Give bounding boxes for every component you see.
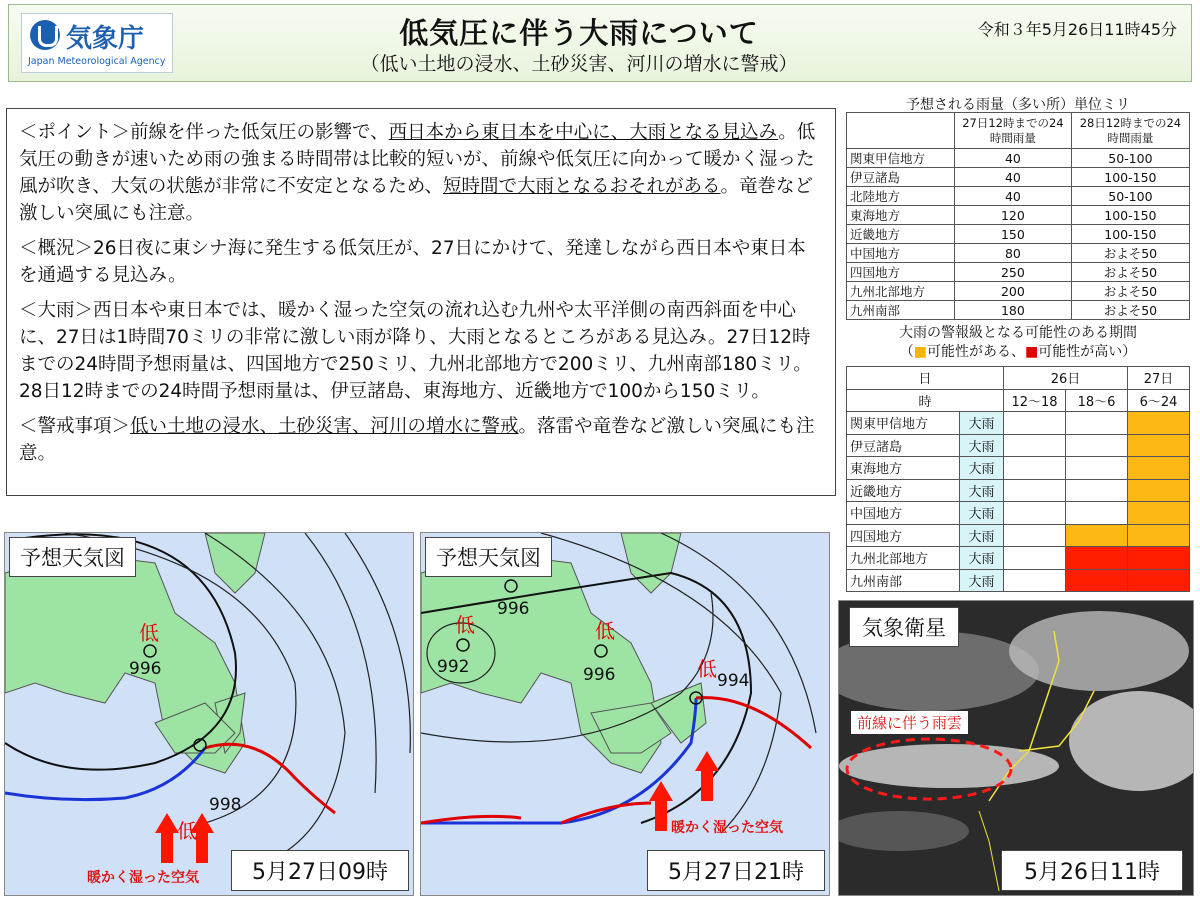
rain-heading: ＜大雨＞ xyxy=(19,300,94,321)
rain-value: 250 xyxy=(955,263,1072,282)
warn-t3: 6～24 xyxy=(1128,389,1190,412)
warm-air-arrow-icon xyxy=(649,781,673,831)
rain-table-row xyxy=(847,282,1190,301)
warm-air-arrow-icon xyxy=(155,813,179,863)
rain-region: 近畿地方 xyxy=(847,225,955,244)
warning-region: 九州南部 xyxy=(847,569,960,592)
warning-type: 大雨 xyxy=(960,412,1004,435)
warning-level-cell xyxy=(1004,524,1066,547)
warm-air-label: 暖かく湿った空気 xyxy=(671,820,783,836)
rain-col-28: 28日12時までの24時間雨量 xyxy=(1071,113,1189,149)
warning-level-cell xyxy=(1004,502,1066,525)
rain-value: 120 xyxy=(955,206,1072,225)
warning-table-row xyxy=(847,547,1190,570)
rain-region: 東海地方 xyxy=(847,206,955,225)
rain-paragraph xyxy=(19,297,823,405)
warning-level-cell xyxy=(1004,457,1066,480)
warning-level-cell xyxy=(1128,547,1190,570)
rain-table xyxy=(846,112,1190,320)
rain-value: 50-100 xyxy=(1071,187,1189,206)
summary-box xyxy=(6,108,836,496)
jma-logo[interactable] xyxy=(21,13,173,73)
map2-svg xyxy=(421,533,830,896)
page-subtitle: （低い土地の浸水、土砂災害、河川の増水に警戒） xyxy=(360,53,798,75)
forecast-map-1[interactable] xyxy=(4,532,414,896)
rain-region: 九州南部 xyxy=(847,301,955,320)
warning-level-cell xyxy=(1004,479,1066,502)
warning-level-cell xyxy=(1066,457,1128,480)
warning-caption-line2 xyxy=(846,343,1190,362)
warning-level-cell xyxy=(1066,434,1128,457)
point-text-1: 前線を伴った低気圧の影響で、 xyxy=(130,122,389,143)
rain-table-row xyxy=(847,206,1190,225)
rain-value: 40 xyxy=(955,149,1072,168)
rain-table-row xyxy=(847,168,1190,187)
warning-level-cell xyxy=(1128,457,1190,480)
warning-region: 四国地方 xyxy=(847,524,960,547)
warning-level-cell xyxy=(1004,547,1066,570)
point-heading: ＜ポイント＞ xyxy=(19,122,131,143)
legend-red-square-icon: ■ xyxy=(1025,344,1039,360)
warning-table-row xyxy=(847,569,1190,592)
warning-level-cell xyxy=(1128,502,1190,525)
warning-type: 大雨 xyxy=(960,524,1004,547)
point-text-2: 。低気圧の動きが速いため雨の強まる時間帯は比較的短いが、前線や低気圧に向かって暖かく湿った風が吹き、大気の状態が非常に不安定となるため、 xyxy=(19,122,816,197)
warning-type: 大雨 xyxy=(960,569,1004,592)
rain-region: 九州北部地方 xyxy=(847,282,955,301)
pressure-label: 996 xyxy=(497,599,530,619)
pressure-label: 996 xyxy=(583,665,616,685)
point-underline-1: 西日本から東日本を中心に、大雨となる見込み xyxy=(388,122,779,143)
warning-table-row xyxy=(847,479,1190,502)
rain-value: 100-150 xyxy=(1071,225,1189,244)
point-text-3: 。竜巻など激しい突風にも注意。 xyxy=(19,176,814,224)
low-label: 低 xyxy=(139,621,159,645)
warning-table-caption xyxy=(846,324,1190,362)
warn-day2: 27日 xyxy=(1128,367,1190,390)
warning-region: 東海地方 xyxy=(847,457,960,480)
warning-type: 大雨 xyxy=(960,547,1004,570)
warning-level-cell xyxy=(1066,502,1128,525)
rain-region: 北陸地方 xyxy=(847,187,955,206)
satellite-title: 気象衛星 xyxy=(849,607,959,647)
rain-table-caption: 予想される雨量（多い所）単位ミリ xyxy=(906,97,1130,113)
overview-text: 26日夜に東シナ海に発生する低気圧が、27日にかけて、発達しながら西日本や東日本を通過する見込み。 xyxy=(19,238,806,286)
rain-value: およそ50 xyxy=(1071,244,1189,263)
rain-table-row xyxy=(847,301,1190,320)
warning-type: 大雨 xyxy=(960,434,1004,457)
warning-level-cell xyxy=(1004,569,1066,592)
rain-value: およそ50 xyxy=(1071,263,1189,282)
rain-region: 四国地方 xyxy=(847,263,955,282)
map1-svg xyxy=(5,533,414,896)
logo-en: Japan Meteorological Agency xyxy=(28,56,166,67)
warning-table-row xyxy=(847,457,1190,480)
warm-air-label: 暖かく湿った空気 xyxy=(87,870,199,886)
low-label: 低 xyxy=(595,619,615,643)
rain-col-27: 27日12時までの24時間雨量 xyxy=(955,113,1072,149)
warning-caption-line1: 大雨の警報級となる可能性のある期間 xyxy=(899,325,1137,341)
issue-datetime: 令和３年5月26日11時45分 xyxy=(977,20,1177,39)
rain-value: 40 xyxy=(955,168,1072,187)
warning-table-row xyxy=(847,502,1190,525)
warning-text: 。落雷や竜巻など激しい突風にも注意。 xyxy=(19,416,815,464)
warning-region: 九州北部地方 xyxy=(847,547,960,570)
overview-heading: ＜概況＞ xyxy=(19,238,94,259)
map1-time: 5月27日09時 xyxy=(231,850,409,891)
front-cloud-label: 前線に伴う雨雲 xyxy=(851,711,968,734)
warning-level-cell xyxy=(1066,569,1128,592)
warning-type: 大雨 xyxy=(960,479,1004,502)
rain-value: 200 xyxy=(955,282,1072,301)
warning-paragraph xyxy=(19,413,823,467)
warning-level-cell xyxy=(1128,479,1190,502)
satellite-time: 5月26日11時 xyxy=(1001,850,1183,891)
pressure-label: 996 xyxy=(129,659,162,679)
map2-time: 5月27日21時 xyxy=(647,850,825,891)
logo-ja: 気象庁 xyxy=(66,24,145,54)
rain-table-row xyxy=(847,149,1190,168)
pressure-label: 994 xyxy=(717,671,750,691)
rain-value: 40 xyxy=(955,187,1072,206)
warn-day-label: 日 xyxy=(847,367,1004,390)
warning-type: 大雨 xyxy=(960,457,1004,480)
warn-day1: 26日 xyxy=(1004,367,1128,390)
warning-region: 伊豆諸島 xyxy=(847,434,960,457)
warning-table-row xyxy=(847,524,1190,547)
rain-value: 180 xyxy=(955,301,1072,320)
warning-table xyxy=(846,366,1190,592)
low-label: 低 xyxy=(177,819,197,843)
rain-text: 西日本や東日本では、暖かく湿った空気の流れ込む九州や太平洋側の南西斜面を中心に、27日は1時間70ミリの非常に激しい雨が降り、大雨となるところがある見込み。27日12時までの24時間予想雨量は、四国地方で250ミリ、九州北部地方で200ミリ、九州南部180ミリ。28日12時までの24時間予想雨量は、伊豆諸島、東海地方、近畿地方で100から150ミリ。 xyxy=(19,300,812,402)
point-paragraph xyxy=(19,119,823,227)
overview-paragraph xyxy=(19,235,823,289)
rain-table-corner xyxy=(847,113,955,149)
warning-level-cell xyxy=(1128,524,1190,547)
warning-table-row xyxy=(847,412,1190,435)
point-underline-2: 短時間で大雨となるおそれがある xyxy=(443,176,721,197)
rain-table-row xyxy=(847,187,1190,206)
rain-value: およそ50 xyxy=(1071,301,1189,320)
warning-table-row xyxy=(847,434,1190,457)
rain-value: 100-150 xyxy=(1071,206,1189,225)
warning-level-cell xyxy=(1066,479,1128,502)
rain-table-row xyxy=(847,244,1190,263)
warning-level-cell xyxy=(1128,434,1190,457)
rain-region: 関東甲信地方 xyxy=(847,149,955,168)
pressure-label: 998 xyxy=(209,795,242,815)
warning-level-cell xyxy=(1128,412,1190,435)
rain-value: およそ50 xyxy=(1071,282,1189,301)
page-title: 低気圧に伴う大雨について xyxy=(399,16,759,50)
header xyxy=(8,4,1192,82)
jma-emblem-icon xyxy=(30,20,60,50)
rain-region: 中国地方 xyxy=(847,244,955,263)
map2-title: 予想天気図 xyxy=(425,537,552,577)
legend-yellow-text: 可能性がある、 xyxy=(927,344,1025,360)
rain-table-row xyxy=(847,225,1190,244)
warning-level-cell xyxy=(1004,412,1066,435)
warn-time-label: 時 xyxy=(847,389,1004,412)
legend-yellow-square-icon: ■ xyxy=(913,344,927,360)
rain-value: 100-150 xyxy=(1071,168,1189,187)
warn-t2: 18～6 xyxy=(1066,389,1128,412)
warning-level-cell xyxy=(1128,569,1190,592)
rain-table-row xyxy=(847,263,1190,282)
warning-region: 中国地方 xyxy=(847,502,960,525)
warning-level-cell xyxy=(1066,547,1128,570)
satellite-image[interactable] xyxy=(838,600,1194,896)
warm-air-arrow-icon xyxy=(695,751,719,801)
rain-value: 50-100 xyxy=(1071,149,1189,168)
pressure-label: 992 xyxy=(437,657,470,677)
legend-open: （ xyxy=(899,344,914,360)
warning-underline: 低い土地の浸水、土砂災害、河川の増水に警戒 xyxy=(130,416,519,437)
rain-value: 150 xyxy=(955,225,1072,244)
rain-value: 80 xyxy=(955,244,1072,263)
rain-region: 伊豆諸島 xyxy=(847,168,955,187)
map1-title: 予想天気図 xyxy=(9,537,136,577)
warning-region: 近畿地方 xyxy=(847,479,960,502)
warning-region: 関東甲信地方 xyxy=(847,412,960,435)
warning-heading: ＜警戒事項＞ xyxy=(19,416,131,437)
legend-red-text: 可能性が高い） xyxy=(1038,344,1137,360)
warn-t1: 12～18 xyxy=(1004,389,1066,412)
low-label: 低 xyxy=(455,613,475,637)
warning-level-cell xyxy=(1066,412,1128,435)
forecast-map-2[interactable] xyxy=(420,532,830,896)
warning-level-cell xyxy=(1066,524,1128,547)
low-label: 低 xyxy=(697,657,717,681)
warning-level-cell xyxy=(1004,434,1066,457)
warning-type: 大雨 xyxy=(960,502,1004,525)
